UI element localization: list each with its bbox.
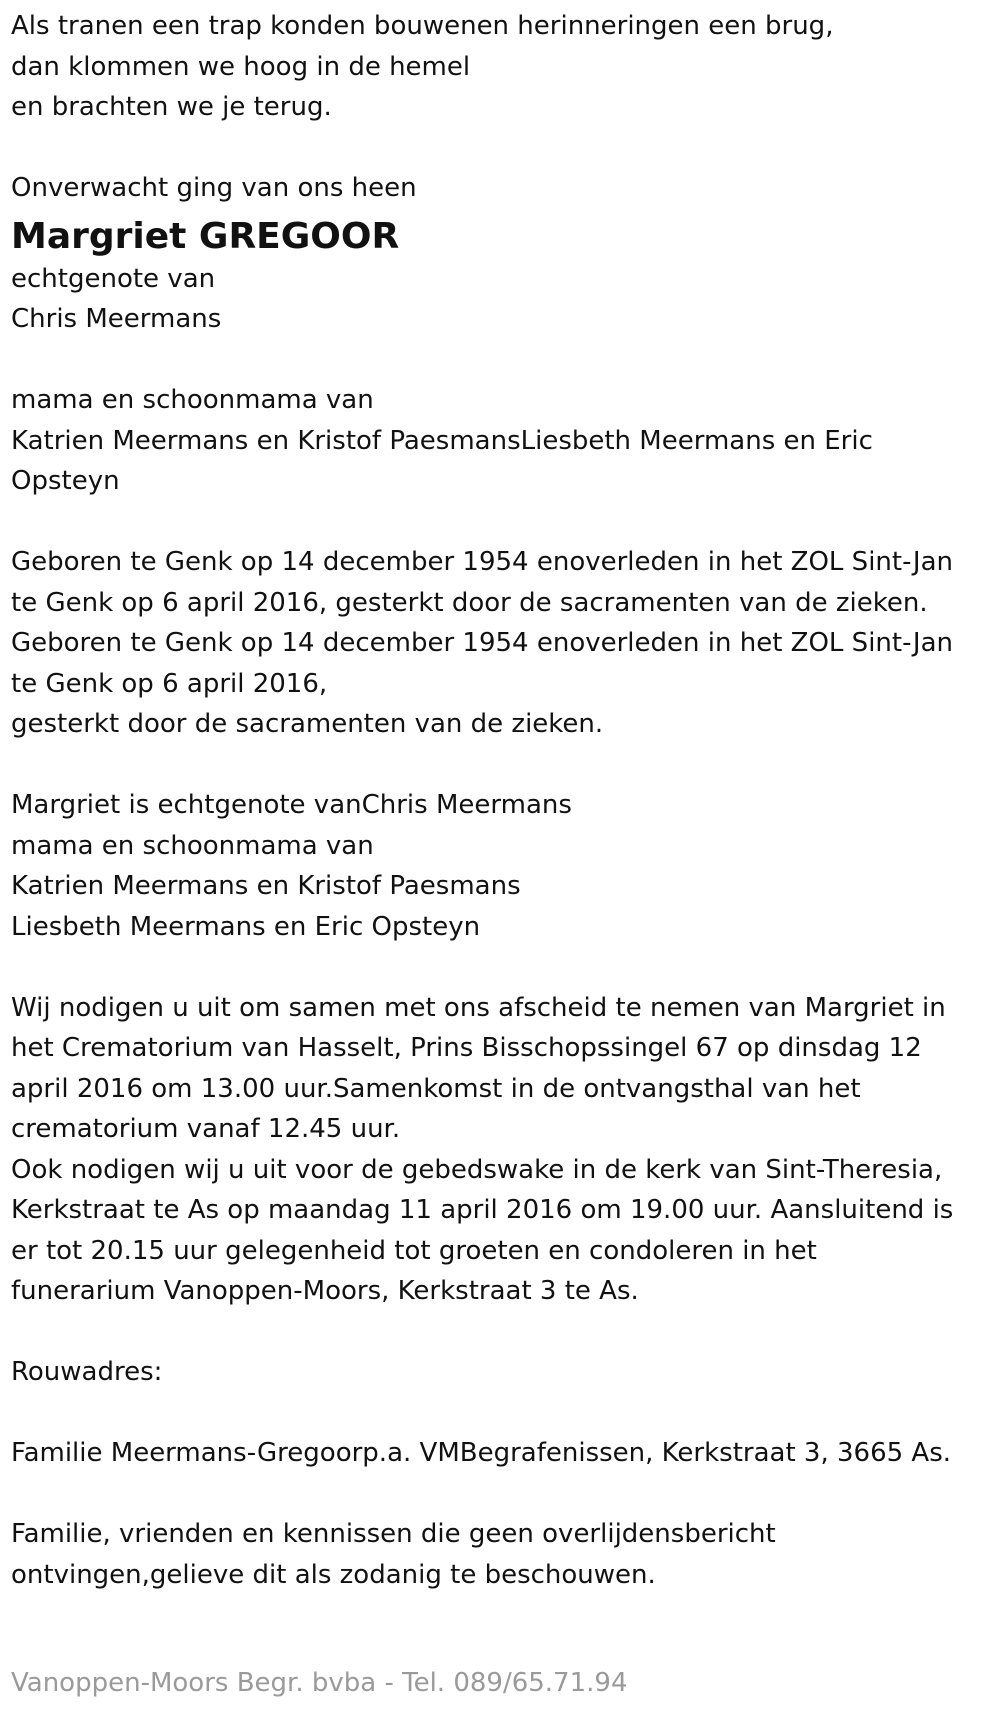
- poem: [11, 6, 991, 128]
- closing-line: ontvingen,gelieve dit als zodanig te beschouwen.: [11, 1559, 656, 1590]
- family-block: [11, 785, 991, 947]
- ceremony-line: het Crematorium van Hasselt, Prins Bisschopssingel 67 op dinsdag 12: [11, 1033, 922, 1063]
- closing-line: Familie, vrienden en kennissen die geen overlijdensbericht: [11, 1519, 776, 1549]
- poem-line: dan klommen we hoog in de hemel: [11, 51, 471, 82]
- ceremony-line: Kerkstraat te As op maandag 11 april 2016 om 19.00 uur. Aansluitend is: [11, 1195, 954, 1225]
- poem-line: Als tranen een trap konden bouwenen herinneringen een brug,: [11, 11, 834, 41]
- ceremony-block: [11, 988, 991, 1312]
- children-block: [11, 380, 991, 502]
- family-line: Margriet is echtgenote vanChris Meermans: [11, 790, 572, 820]
- poem-line: en brachten we je terug.: [11, 92, 332, 122]
- ceremony-line: Ook nodigen wij u uit voor de gebedswake in de kerk van Sint-Theresia,: [11, 1154, 943, 1185]
- children-line: Katrien Meermans en Kristof PaesmansLiesbeth Meermans en Eric: [11, 425, 873, 456]
- ceremony-line: crematorium vanaf 12.45 uur.: [11, 1114, 401, 1144]
- mourning-address: Familie Meermans-Gregoorp.a. VMBegrafenissen, Kerkstraat 3, 3665 As.: [11, 1438, 952, 1468]
- birth-line: gesterkt door de sacramenten van de zieken.: [11, 709, 604, 739]
- spouse-block: [11, 259, 991, 340]
- spouse-line: echtgenote van: [11, 263, 216, 294]
- birth-line: Geboren te Genk op 14 december 1954 enoverleden in het ZOL Sint-Jan: [11, 628, 953, 658]
- spouse-line: Chris Meermans: [11, 304, 222, 334]
- ceremony-line: funerarium Vanoppen-Moors, Kerkstraat 3 te As.: [11, 1276, 639, 1306]
- family-line: Liesbeth Meermans en Eric Opsteyn: [11, 911, 481, 942]
- ceremony-line: april 2016 om 13.00 uur.Samenkomst in de ontvangsthal van het: [11, 1073, 861, 1104]
- funeral-home-footer: Vanoppen-Moors Begr. bvba - Tel. 089/65.71.94: [11, 1668, 628, 1698]
- family-line: Katrien Meermans en Kristof Paesmans: [11, 871, 521, 901]
- family-line: mama en schoonmama van: [11, 830, 374, 861]
- ceremony-line: Wij nodigen u uit om samen met ons afscheid te nemen van Margriet in: [11, 992, 946, 1023]
- ceremony-line: er tot 20.15 uur gelegenheid tot groeten en condoleren in het: [11, 1235, 817, 1266]
- birth-line: te Genk op 6 april 2016, gesterkt door de sacramenten van de zieken.: [11, 587, 928, 618]
- closing-block: [11, 1514, 991, 1595]
- children-line: Opsteyn: [11, 466, 120, 496]
- children-line: mama en schoonmama van: [11, 385, 374, 415]
- deceased-name: Margriet GREGOOR: [11, 215, 400, 257]
- birth-death-block: [11, 542, 991, 745]
- obituary-notice: [11, 6, 991, 1595]
- intro-text: Onverwacht ging van ons heen: [11, 173, 417, 203]
- address-label: Rouwadres:: [11, 1357, 163, 1387]
- birth-line: Geboren te Genk op 14 december 1954 enoverleden in het ZOL Sint-Jan: [11, 547, 953, 577]
- birth-line: te Genk op 6 april 2016,: [11, 668, 328, 699]
